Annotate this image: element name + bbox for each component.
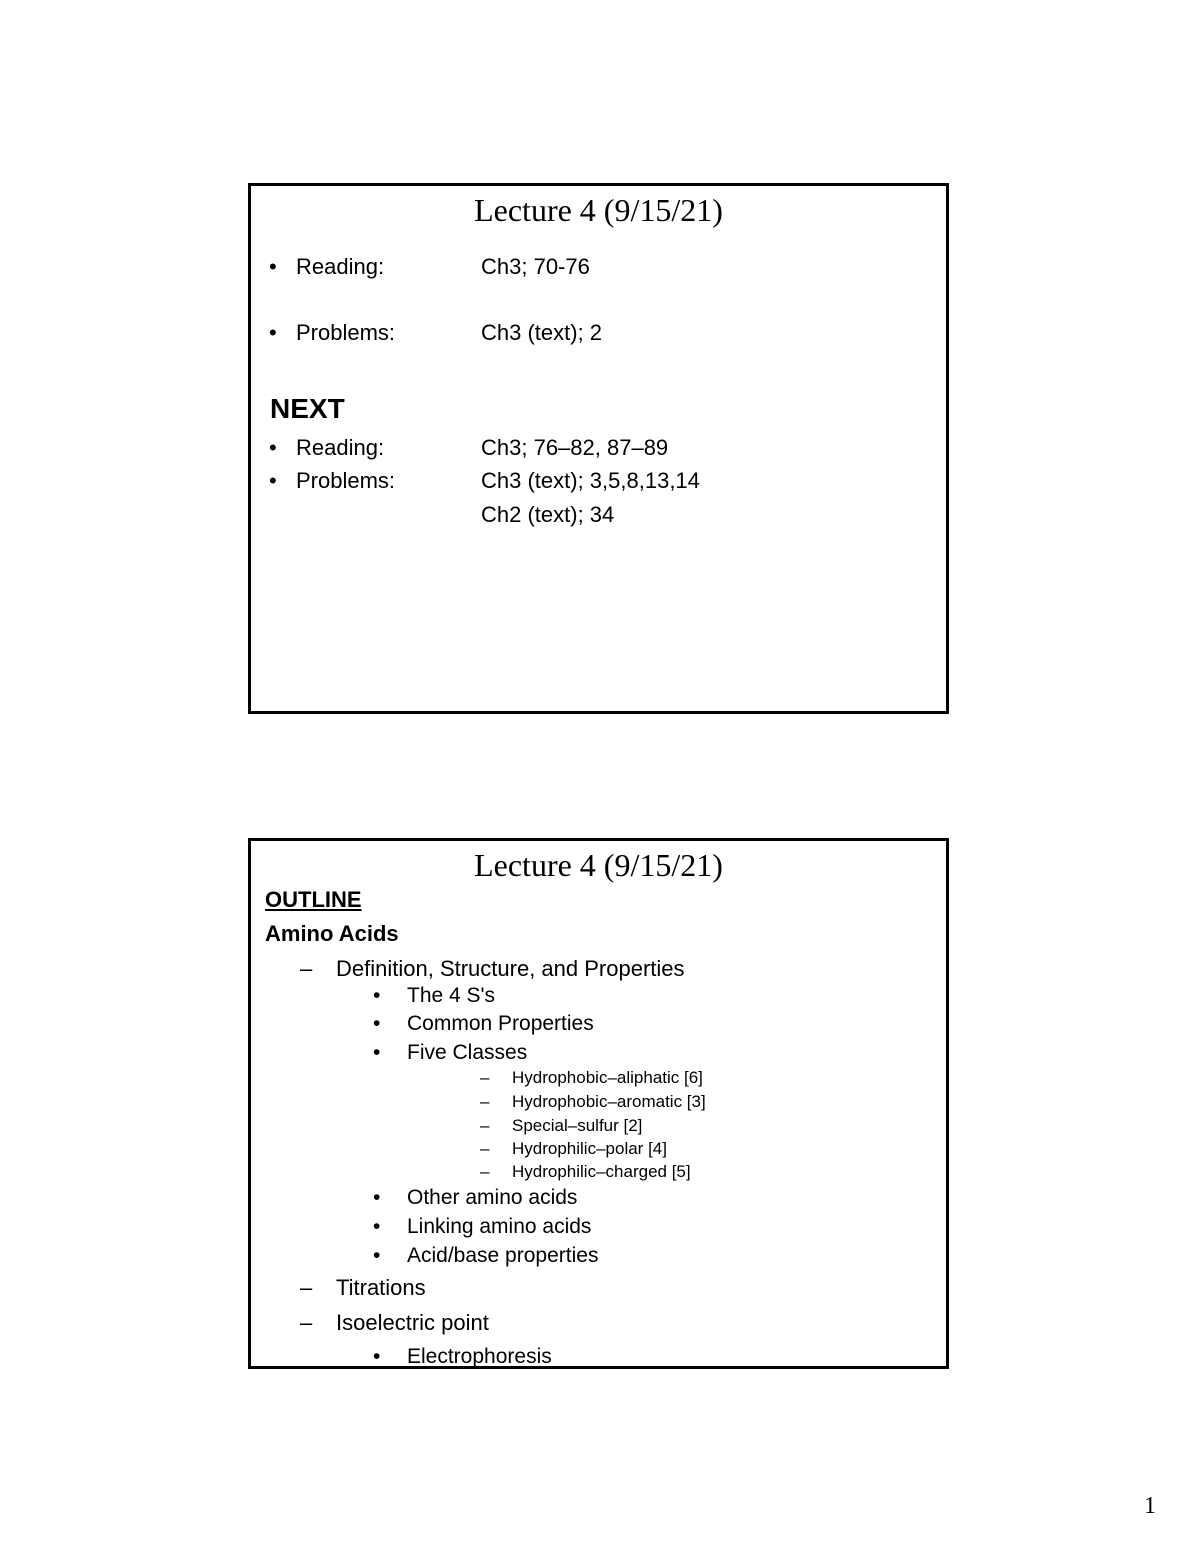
- slide-1: [248, 183, 949, 714]
- next-heading: NEXT: [270, 393, 345, 424]
- bullet: •: [269, 320, 277, 345]
- outline-item-text: The 4 S's: [407, 984, 496, 1007]
- dash: –: [300, 956, 313, 981]
- outline-item-text: Definition, Structure, and Properties: [336, 956, 685, 981]
- slide-1-title: Lecture 4 (9/15/21): [474, 192, 723, 228]
- next-reading-value: Ch3; 76–82, 87–89: [481, 435, 669, 460]
- next-problems-label: Problems:: [296, 468, 396, 493]
- outline-item-text: Common Properties: [407, 1012, 594, 1035]
- class-item-text: Hydrophilic–charged [5]: [512, 1162, 691, 1181]
- problems-value: Ch3 (text); 2: [481, 320, 603, 345]
- dash: –: [480, 1162, 490, 1181]
- bullet: •: [269, 435, 277, 460]
- outline-item-text: Other amino acids: [407, 1186, 578, 1209]
- bullet: •: [269, 254, 277, 279]
- bullet: •: [373, 1215, 381, 1238]
- bullet: •: [373, 1345, 381, 1368]
- class-item-text: Special–sulfur [2]: [512, 1116, 643, 1135]
- next-problems-value: Ch3 (text); 3,5,8,13,14: [481, 468, 700, 493]
- slide-2: [248, 838, 949, 1369]
- outline-label: OUTLINE: [265, 887, 362, 912]
- bullet: •: [373, 1041, 381, 1064]
- next-reading-label: Reading:: [296, 435, 385, 460]
- bullet: •: [373, 1186, 381, 1209]
- dash: –: [480, 1116, 490, 1135]
- next-problems-extra-value: Ch2 (text); 34: [481, 502, 615, 527]
- class-item-text: Hydrophobic–aromatic [3]: [512, 1092, 706, 1111]
- problems-label: Problems:: [296, 320, 396, 345]
- bullet: •: [373, 1012, 381, 1035]
- outline-item-text: Titrations: [336, 1275, 426, 1300]
- bullet: •: [269, 468, 277, 493]
- dash: –: [480, 1068, 490, 1087]
- class-item-text: Hydrophilic–polar [4]: [512, 1139, 667, 1158]
- slide-2-title: Lecture 4 (9/15/21): [474, 847, 723, 883]
- reading-label: Reading:: [296, 254, 385, 279]
- section-heading: Amino Acids: [265, 921, 399, 946]
- reading-value: Ch3; 70-76: [481, 254, 590, 279]
- dash: –: [300, 1310, 313, 1335]
- class-item-text: Hydrophobic–aliphatic [6]: [512, 1068, 703, 1087]
- bullet: •: [373, 984, 381, 1007]
- dash: –: [480, 1092, 490, 1111]
- dash: –: [300, 1275, 313, 1300]
- outline-item-text: Five Classes: [407, 1041, 528, 1064]
- outline-item-text: Isoelectric point: [336, 1310, 489, 1335]
- dash: –: [480, 1139, 490, 1158]
- outline-item-text: Linking amino acids: [407, 1215, 592, 1238]
- outline-item-text: Electrophoresis: [407, 1345, 552, 1368]
- bullet: •: [373, 1244, 381, 1267]
- page-number: 1: [1144, 1493, 1156, 1519]
- outline-item-text: Acid/base properties: [407, 1244, 599, 1267]
